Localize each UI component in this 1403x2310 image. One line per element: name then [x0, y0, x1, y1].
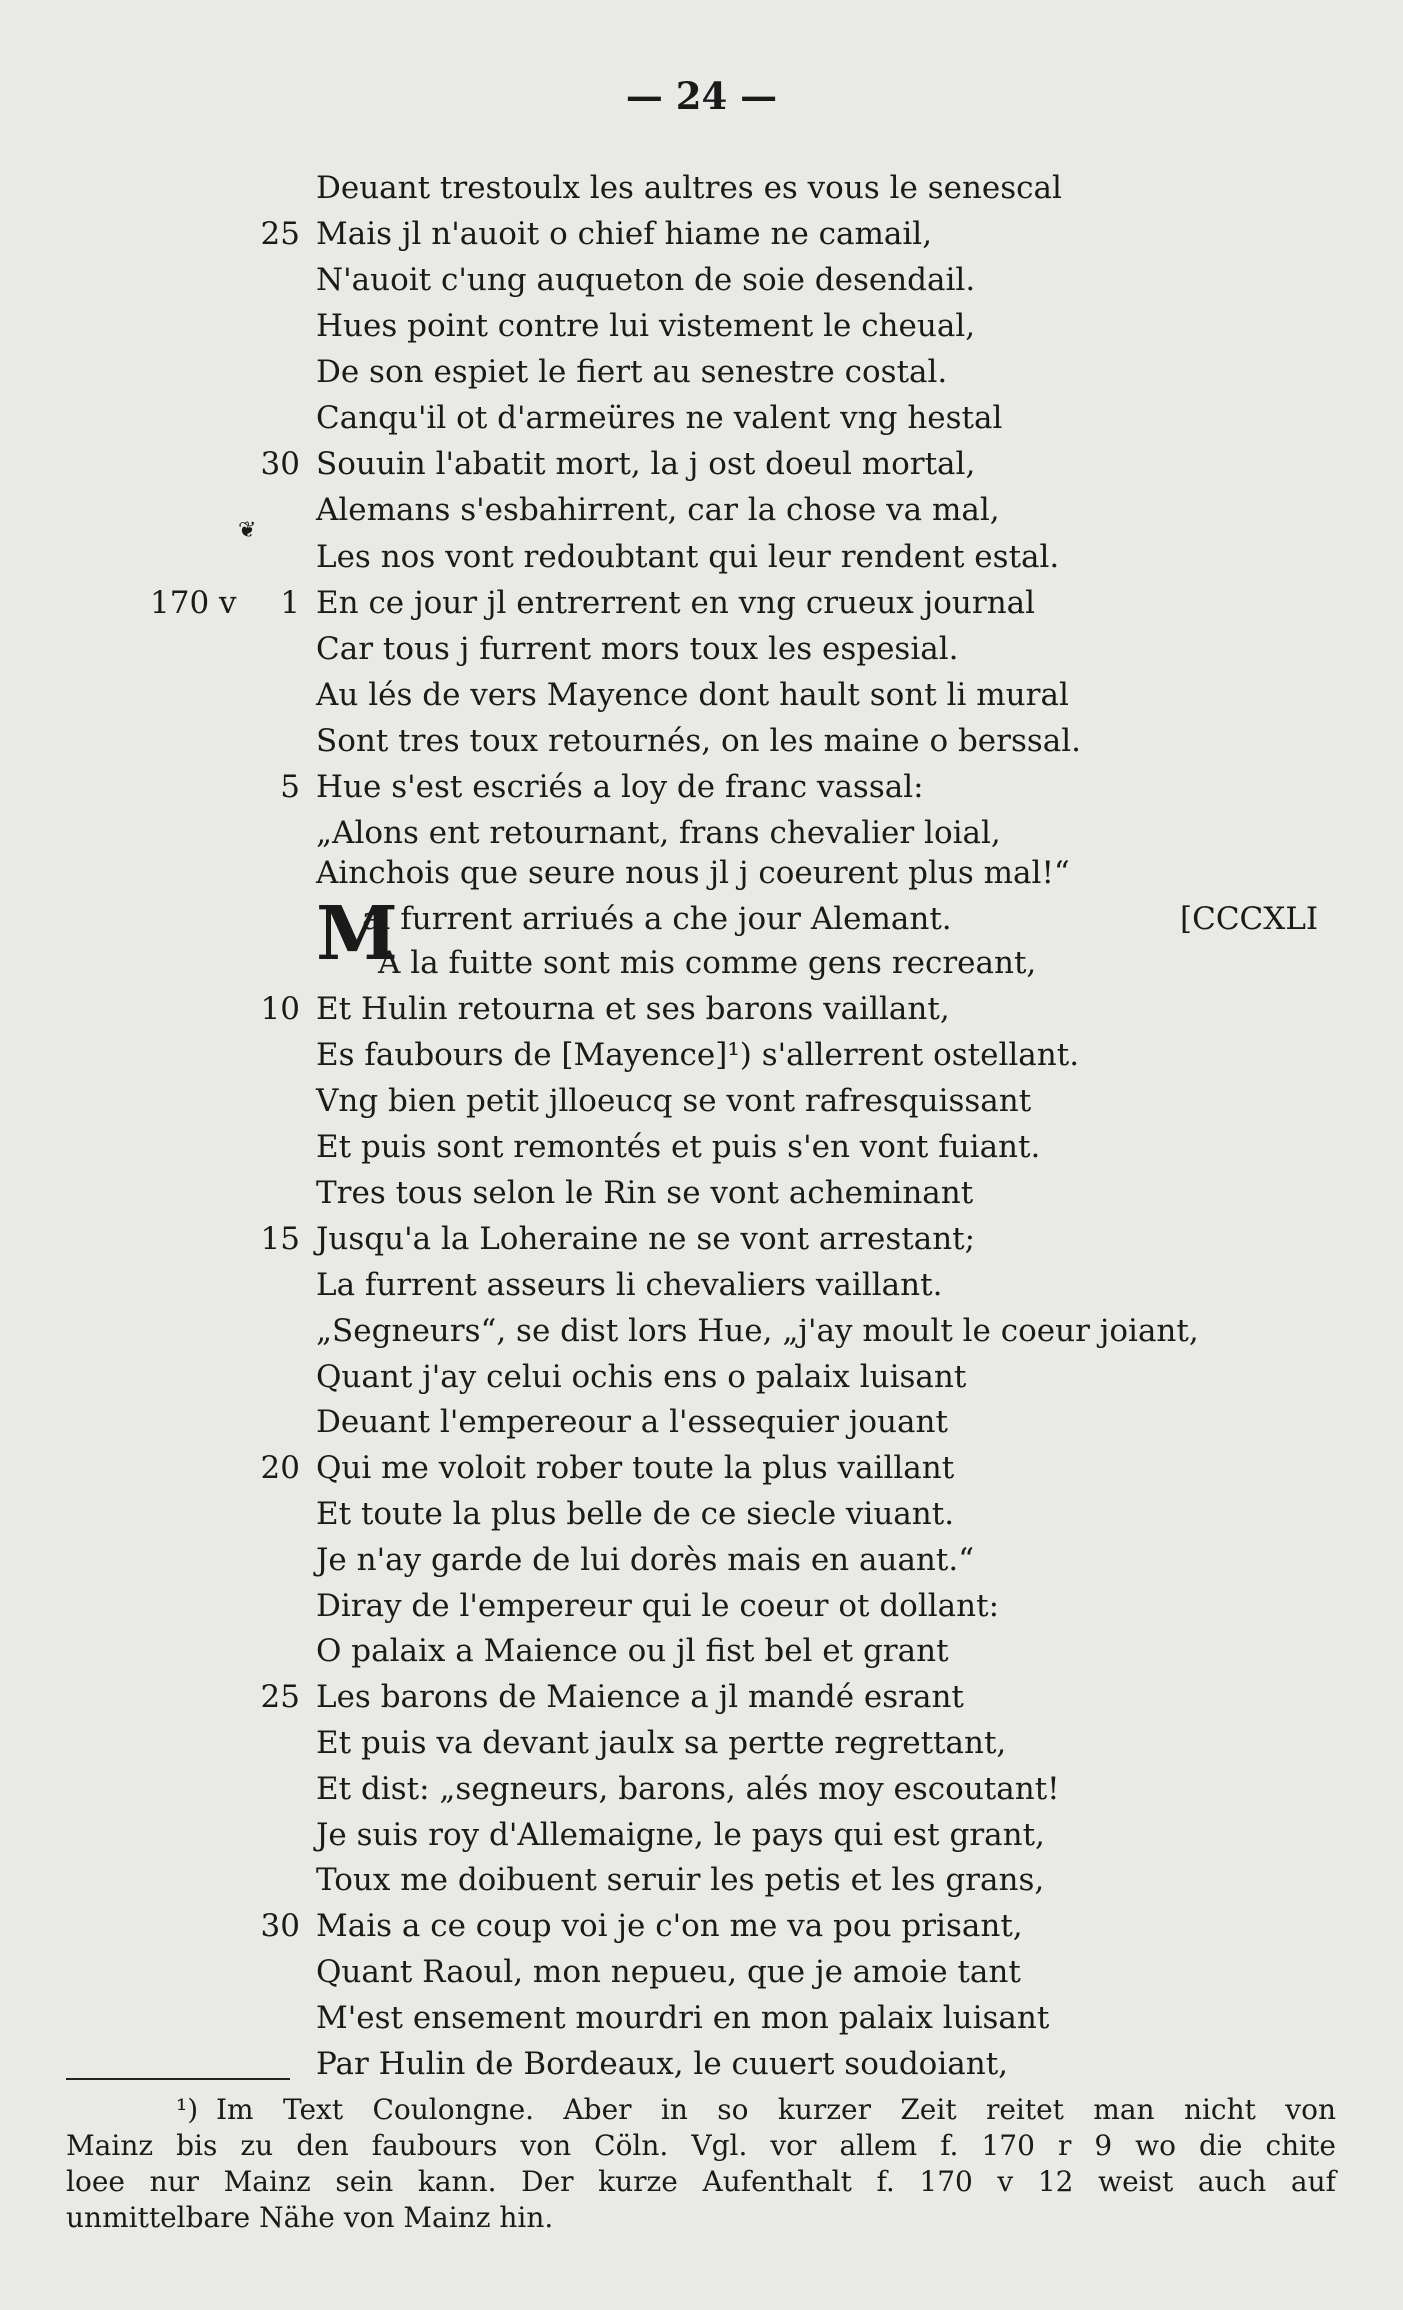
line-number: 30	[260, 1908, 300, 1944]
verse-line: N'auoit c'ung auqueton de soie desendail.	[316, 262, 976, 298]
verse-line: Alemans s'esbahirrent, car la chose va mal,	[316, 492, 1000, 528]
line-number: 15	[260, 1221, 300, 1257]
footnote-divider	[66, 2078, 290, 2080]
verse-line: Je n'ay garde de lui dorès mais en auant.“	[316, 1542, 975, 1578]
verse-line: Les barons de Maience a jl mandé esrant	[316, 1679, 964, 1715]
verse-line: Les nos vont redoubtant qui leur rendent estal.	[316, 539, 1060, 575]
verse-line: Mais a ce coup voi je c'on me va pou prisant,	[316, 1908, 1023, 1944]
verse-line: Deuant trestoulx les aultres es vous le senescal	[316, 170, 1062, 206]
verse-line: Et puis sont remontés et puis s'en vont fuiant.	[316, 1129, 1041, 1165]
line-number: 1	[280, 585, 300, 621]
verse-line: M'est ensement mourdri en mon palaix luisant	[316, 2000, 1050, 2036]
verse-line: Par Hulin de Bordeaux, le cuuert soudoiant,	[316, 2046, 1009, 2082]
verse-line: Hue s'est escriés a loy de franc vassal:	[316, 769, 924, 805]
laisse-marker: [CCCXLI	[1180, 901, 1319, 937]
verse-line: „Alons ent retournant, frans chevalier loial,	[316, 815, 1001, 851]
verse-line: Hues point contre lui vistement le cheual,	[316, 308, 976, 344]
margin-ornament-icon: ❦	[238, 518, 257, 543]
verse-line: Et toute la plus belle de ce siecle viuant.	[316, 1496, 955, 1532]
verse-line: La furrent asseurs li chevaliers vaillant.	[316, 1267, 943, 1303]
verse-line: Car tous j furrent mors toux les espesial.	[316, 631, 959, 667]
verse-line: O palaix a Maience ou jl fist bel et grant	[316, 1633, 949, 1669]
line-number: 10	[260, 991, 300, 1027]
footnote-text: Im Text Coulongne. Aber in so kurzer Zeit reitet man nicht von	[216, 2093, 1336, 2126]
verse-line: De son espiet le fiert au senestre costal.	[316, 354, 948, 390]
verse-line: En ce jour jl entrerrent en vng crueux journal	[316, 585, 1036, 621]
verse-line: „Segneurs“, se dist lors Hue, „j'ay moult le coeur joiant,	[316, 1313, 1199, 1349]
verse-line: Deuant l'empereour a l'essequier jouant	[316, 1404, 948, 1440]
line-number: 30	[260, 446, 300, 482]
verse-line: Souuin l'abatit mort, la j ost doeul mortal,	[316, 446, 976, 482]
drop-capital: M	[316, 891, 398, 977]
verse-line: Canqu'il ot d'armeüres ne valent vng hestal	[316, 400, 1003, 436]
footnote-line: Mainz bis zu den faubours von Cöln. Vgl. vor allem f. 170 r 9 wo die chite	[66, 2129, 1336, 2162]
line-number: 25	[260, 1679, 300, 1715]
verse-line: Es faubours de [Mayence]¹) s'allerrent ostellant.	[316, 1037, 1080, 1073]
verse-line: Jusqu'a la Loheraine ne se vont arrestant;	[316, 1221, 976, 1257]
verse-line: A la fuitte sont mis comme gens recreant,	[378, 945, 1037, 981]
verse-line: Vng bien petit jlloeucq se vont rafresquissant	[316, 1083, 1032, 1119]
line-number: 25	[260, 216, 300, 252]
folio-marker: 170 v	[150, 585, 237, 621]
line-number: 20	[260, 1450, 300, 1486]
verse-line: Qui me voloit rober toute la plus vaillant	[316, 1450, 955, 1486]
verse-line: Sont tres toux retournés, on les maine o berssal.	[316, 723, 1082, 759]
verse-line: al furrent arriués a che jour Alemant.	[362, 901, 952, 937]
footnote-marker: ¹)	[176, 2093, 199, 2126]
footnote-line: unmittelbare Nähe von Mainz hin.	[66, 2201, 554, 2234]
page-number: — 24 —	[625, 74, 778, 118]
verse-line: Je suis roy d'Allemaigne, le pays qui est grant,	[316, 1817, 1045, 1853]
verse-line: Toux me doibuent seruir les petis et les grans,	[316, 1862, 1045, 1898]
verse-line: Ainchois que seure nous jl j coeurent plus mal!“	[316, 855, 1070, 891]
verse-line: Et dist: „segneurs, barons, alés moy escoutant!	[316, 1771, 1060, 1807]
verse-line: Et puis va devant jaulx sa pertte regrettant,	[316, 1725, 1007, 1761]
line-number: 5	[280, 769, 300, 805]
verse-line: Au lés de vers Mayence dont hault sont li mural	[316, 677, 1069, 713]
verse-line: Et Hulin retourna et ses barons vaillant,	[316, 991, 950, 1027]
verse-line: Diray de l'empereur qui le coeur ot dollant:	[316, 1588, 1000, 1624]
verse-line: Quant Raoul, mon nepueu, que je amoie tant	[316, 1954, 1021, 1990]
footnote-line: loee nur Mainz sein kann. Der kurze Aufenthalt f. 170 v 12 weist auch auf	[66, 2165, 1336, 2198]
verse-line: Quant j'ay celui ochis ens o palaix luisant	[316, 1359, 967, 1395]
verse-line: Tres tous selon le Rin se vont acheminant	[316, 1175, 974, 1211]
verse-line: Mais jl n'auoit o chief hiame ne camail,	[316, 216, 933, 252]
